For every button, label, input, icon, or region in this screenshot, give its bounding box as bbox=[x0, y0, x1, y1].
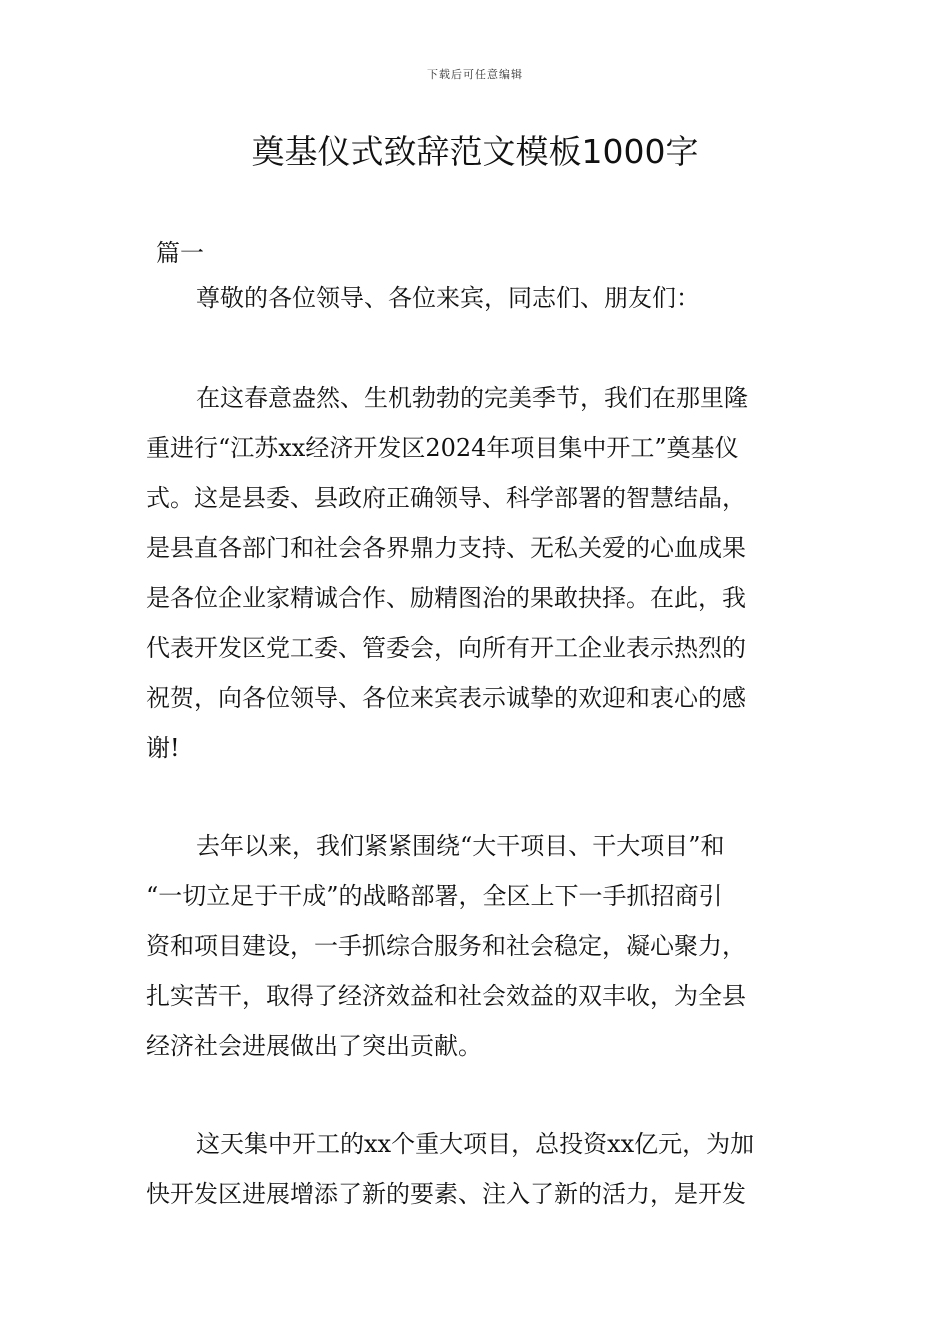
paragraph-line: 是县直各部门和社会各界鼎力支持、无私关爱的心血成果 bbox=[146, 534, 746, 562]
paragraph-line: 扎实苦干，取得了经济效益和社会效益的双丰收，为全县 bbox=[146, 982, 746, 1010]
paragraph-line: 资和项目建设，一手抓综合服务和社会稳定，凝心聚力， bbox=[146, 932, 746, 960]
document-title: 奠基仪式致辞范文模板1000字 bbox=[251, 132, 699, 171]
paragraph-line: 祝贺，向各位领导、各位来宾表示诚挚的欢迎和衷心的感 bbox=[146, 684, 746, 712]
paragraph-line: 重进行“江苏xx经济开发区2024年项目集中开工”奠基仪 bbox=[146, 434, 739, 462]
paragraph-line: 这天集中开工的xx个重大项目，总投资xx亿元，为加 bbox=[196, 1130, 755, 1158]
header-note: 下载后可任意编辑 bbox=[427, 68, 523, 81]
paragraph-2 bbox=[146, 821, 812, 1071]
paragraph-line: 在这春意盎然、生机勃勃的完美季节，我们在那里隆 bbox=[196, 384, 748, 412]
paragraph-line: 快开发区进展增添了新的要素、注入了新的活力，是开发 bbox=[146, 1180, 746, 1208]
paragraph-line: 式。这是县委、县政府正确领导、科学部署的智慧结晶， bbox=[146, 484, 746, 512]
paragraph-line: 经济社会进展做出了突出贡献。 bbox=[146, 1032, 482, 1060]
paragraph-line: “一切立足于干成”的战略部署，全区上下一手抓招商引 bbox=[146, 882, 723, 910]
paragraph-line: 是各位企业家精诚合作、励精图治的果敢抉择。在此，我 bbox=[146, 584, 746, 612]
paragraph-1 bbox=[146, 373, 812, 773]
paragraph-line: 谢! bbox=[146, 734, 180, 762]
paragraph-3 bbox=[146, 1119, 812, 1219]
section-label: 篇一 bbox=[156, 239, 204, 267]
paragraph-line: 去年以来，我们紧紧围绕“大干项目、干大项目”和 bbox=[196, 832, 725, 860]
paragraph-line: 代表开发区党工委、管委会，向所有开工企业表示热烈的 bbox=[146, 634, 746, 662]
greeting-line: 尊敬的各位领导、各位来宾，同志们、朋友们： bbox=[196, 284, 700, 312]
